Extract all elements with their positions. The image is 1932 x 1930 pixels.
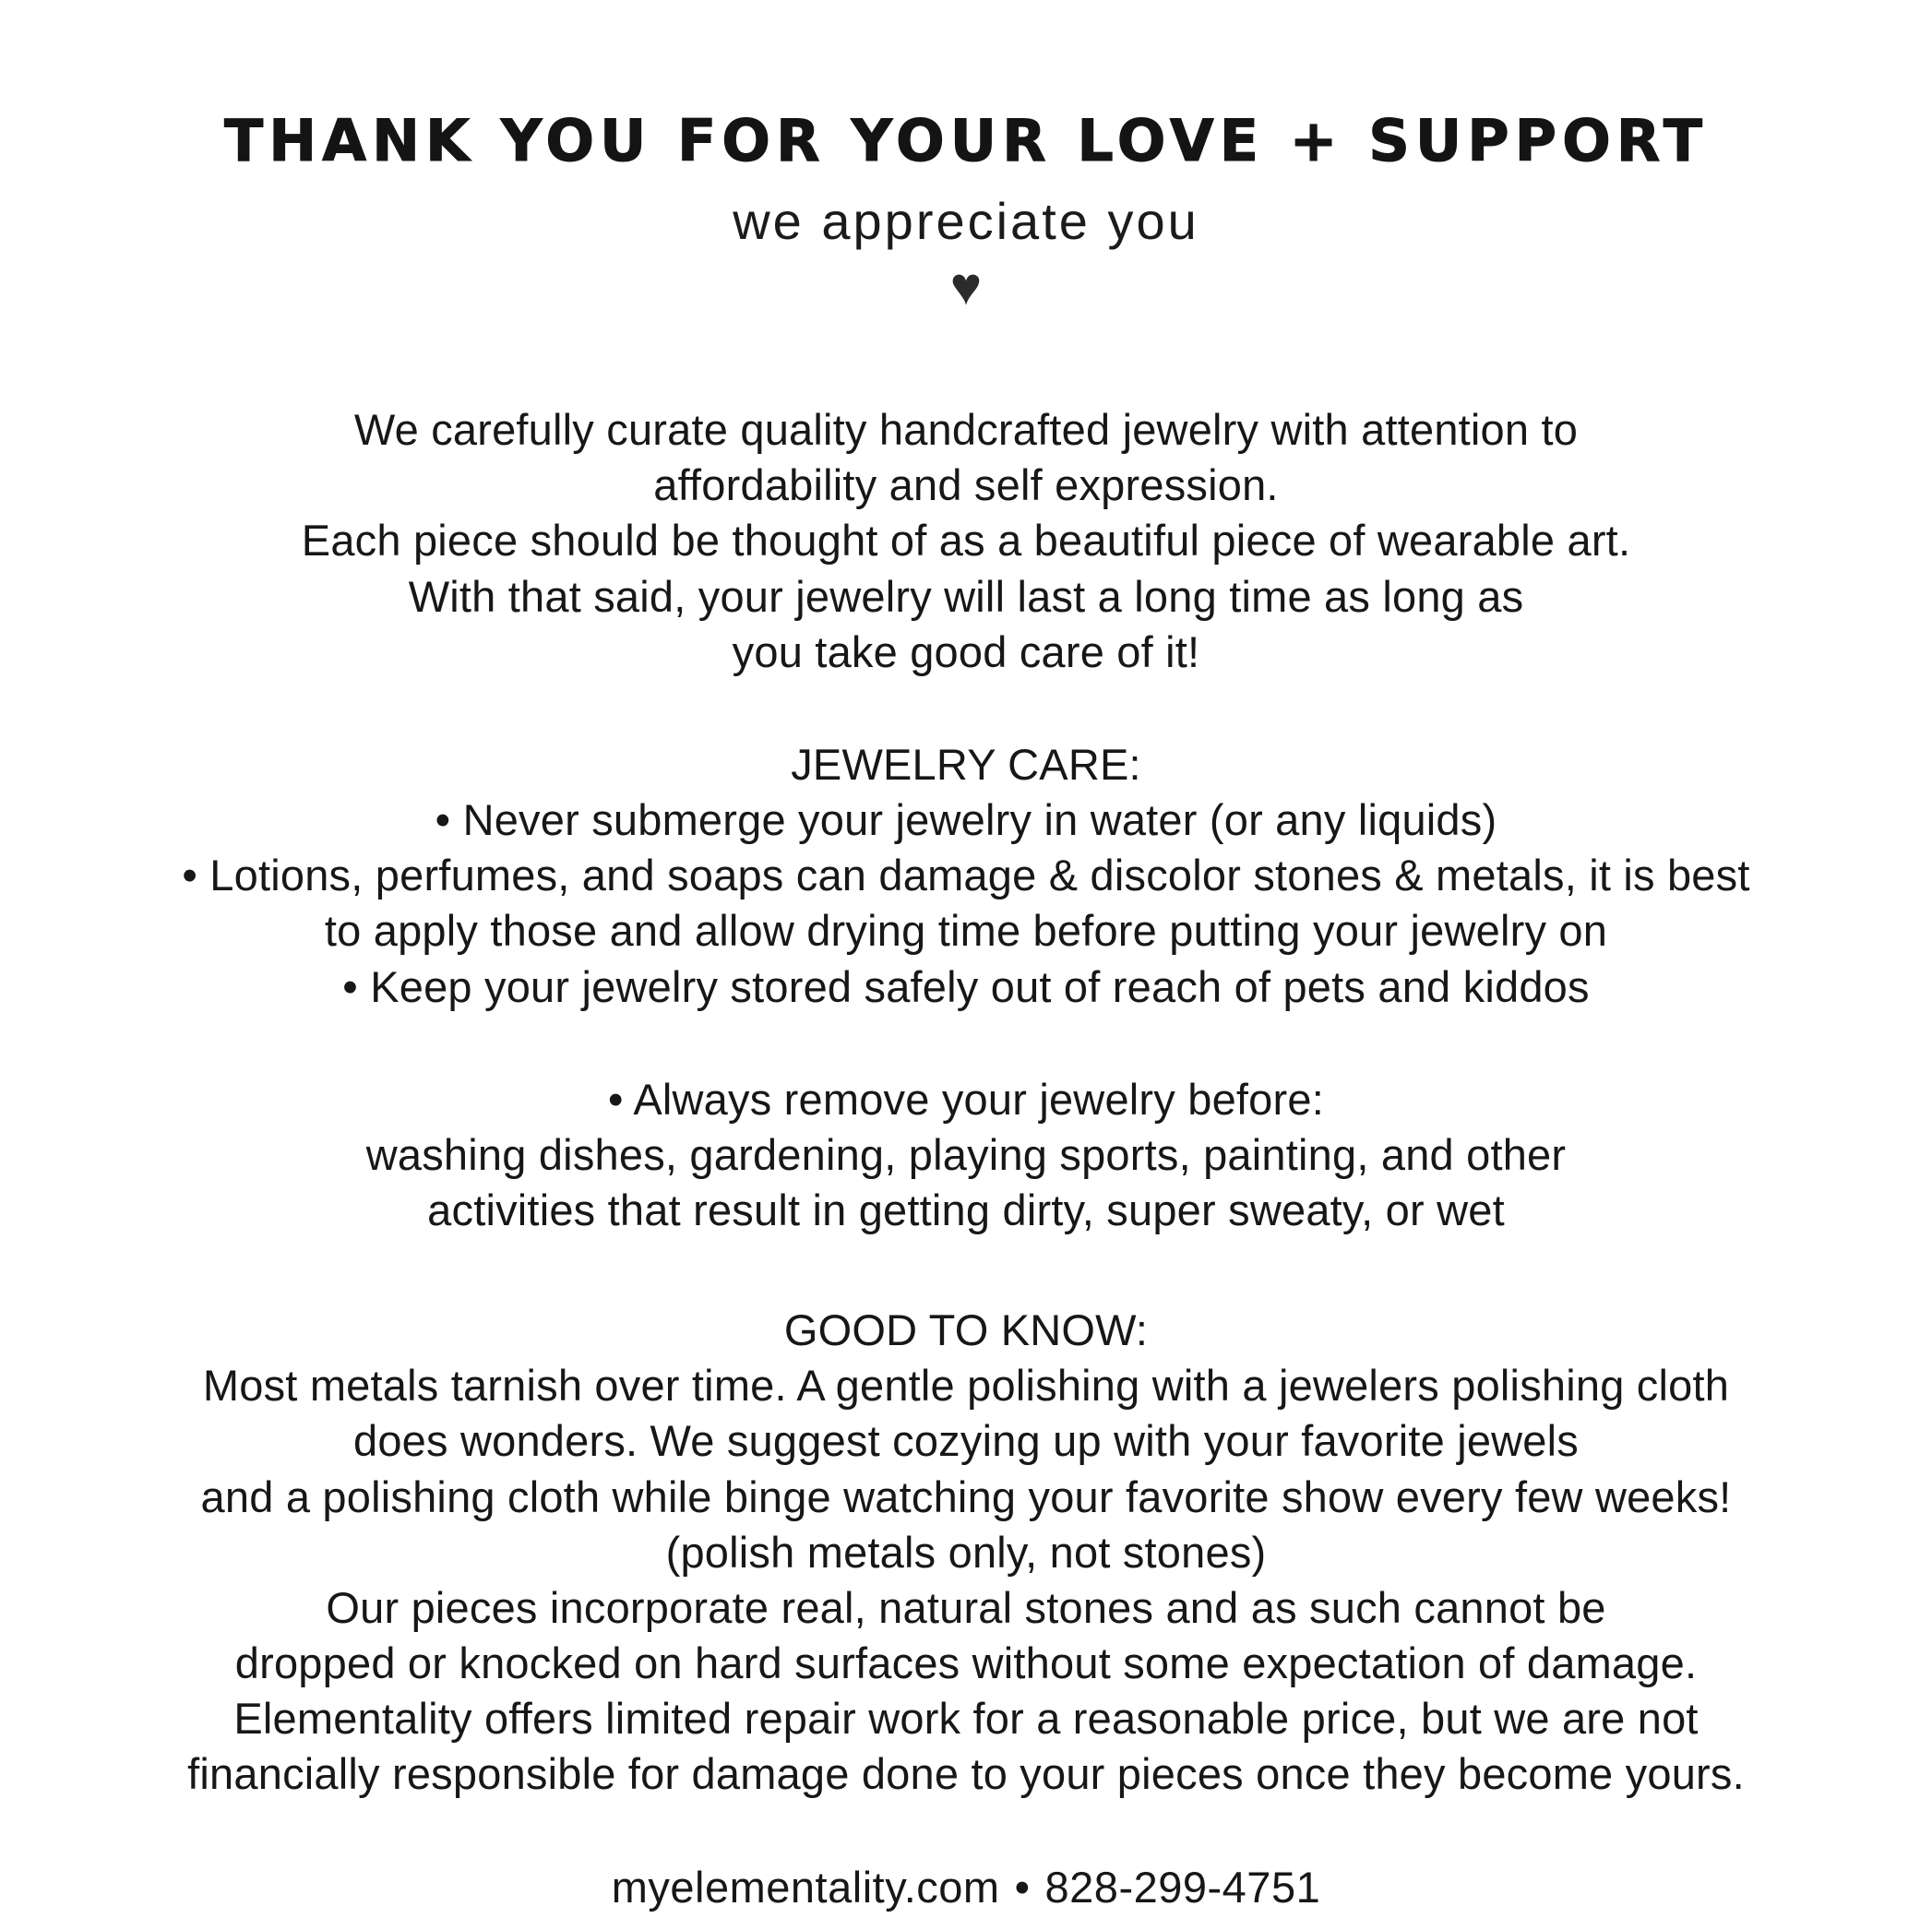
intro-line: you take good care of it!	[732, 626, 1200, 676]
website-link[interactable]: myelementality.com	[611, 1862, 1000, 1912]
intro-line: With that said, your jewelry will last a long time as long as	[408, 571, 1524, 621]
page-subtitle: we appreciate you	[733, 192, 1199, 251]
good-to-know-line: Elementality offers limited repair work for a reasonable price, but we are not	[233, 1694, 1699, 1744]
remove-before-line: activities that result in getting dirty, super sweaty, or wet	[427, 1185, 1505, 1234]
page-title: THANK YOU FOR YOUR LOVE + SUPPORT	[223, 107, 1709, 174]
good-to-know-line: dropped or knocked on hard surfaces without some expectation of damage.	[234, 1638, 1698, 1688]
spacer	[83, 1238, 1849, 1303]
good-to-know-section	[83, 1303, 1849, 1802]
jewelry-care-line: • Lotions, perfumes, and soaps can damage & discolor stones & metals, it is best	[182, 851, 1750, 900]
good-to-know-line: Our pieces incorporate real, natural stones and as such cannot be	[326, 1582, 1606, 1632]
good-to-know-title: GOOD TO KNOW:	[783, 1305, 1149, 1355]
good-to-know-line: does wonders. We suggest cozying up with your favorite jewels	[353, 1416, 1579, 1466]
remove-before-section	[83, 1072, 1849, 1238]
jewelry-care-line: • Never submerge your jewelry in water (or any liquids)	[435, 795, 1497, 845]
heart-icon: ♥	[949, 256, 983, 317]
footer-contact	[612, 1862, 1320, 1912]
intro-line: We carefully curate quality handcrafted jewelry with attention to	[353, 405, 1579, 455]
phone-number[interactable]: 828-299-4751	[1044, 1862, 1321, 1912]
good-to-know-line: Most metals tarnish over time. A gentle polishing with a jewelers polishing cloth	[202, 1361, 1730, 1411]
good-to-know-line: financially responsible for damage done to your pieces once they become yours.	[187, 1749, 1745, 1799]
intro-line: affordability and self expression.	[653, 460, 1279, 510]
jewelry-care-title: JEWELRY CARE:	[791, 739, 1141, 789]
good-to-know-line: and a polishing cloth while binge watching your favorite show every few weeks!	[200, 1471, 1732, 1521]
care-body	[83, 402, 1849, 1802]
spacer	[83, 1015, 1849, 1072]
remove-before-line: washing dishes, gardening, playing sports, painting, and other	[365, 1129, 1567, 1179]
remove-before-line: • Always remove your jewelry before:	[608, 1074, 1324, 1124]
footer-separator: •	[1014, 1862, 1031, 1912]
intro-line: Each piece should be thought of as a beautiful piece of wearable art.	[301, 516, 1631, 566]
jewelry-care-line: • Keep your jewelry stored safely out of reach of pets and kiddos	[342, 961, 1590, 1011]
jewelry-care-section	[83, 737, 1849, 1015]
jewelry-care-line: to apply those and allow drying time before putting your jewelry on	[324, 906, 1608, 956]
good-to-know-line: (polish metals only, not stones)	[665, 1527, 1267, 1577]
spacer	[83, 680, 1849, 737]
intro-paragraph	[83, 402, 1849, 680]
